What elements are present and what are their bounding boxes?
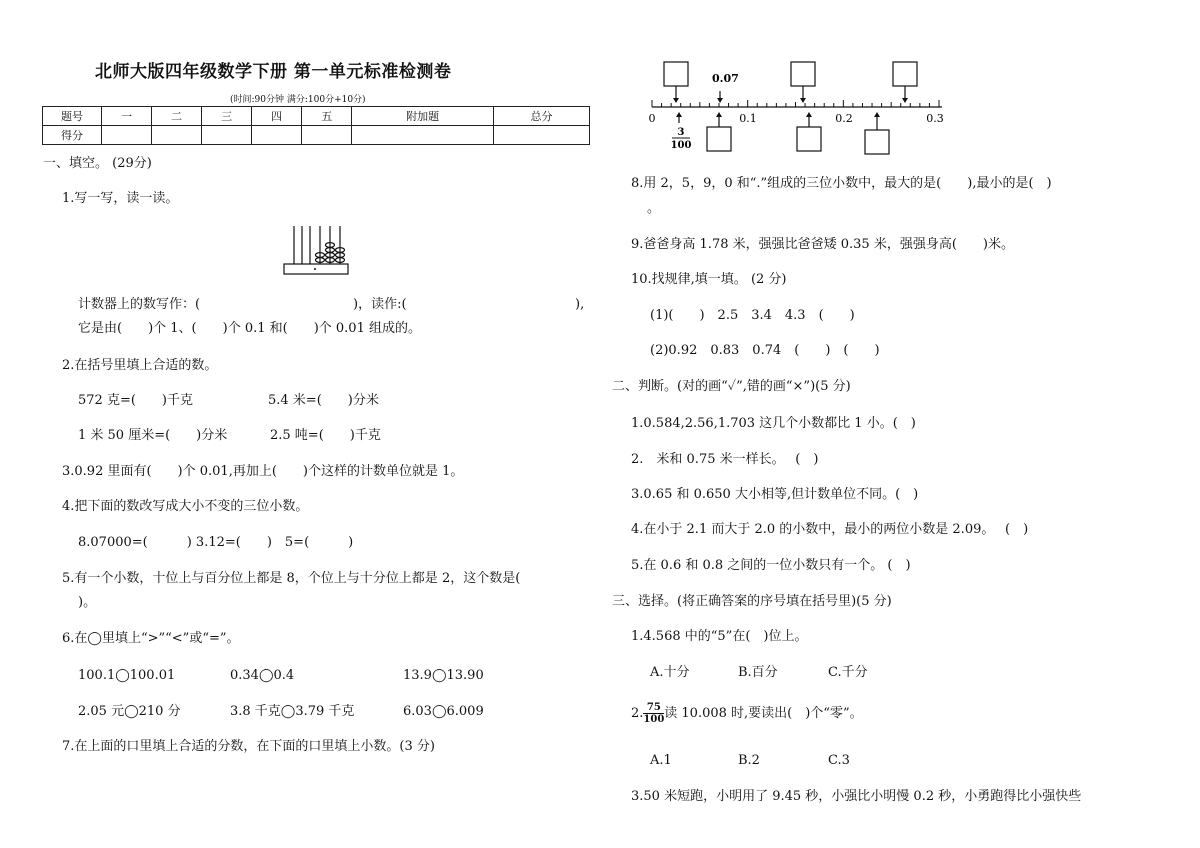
answer-box-bottom[interactable] xyxy=(865,130,889,154)
fraction-numerator: 75 xyxy=(643,702,664,714)
section-heading-choice: 三、选择。(将正确答案的序号填在括号里)(5 分) xyxy=(612,594,892,609)
question-2: 2.在括号里填上合适的数。 xyxy=(62,358,218,373)
choice-option[interactable]: B.2 xyxy=(738,753,760,768)
judge-item-1: 1.0.584,2.56,1.703 这几个小数都比 1 小。( ) xyxy=(631,416,916,431)
score-input-cell[interactable] xyxy=(302,126,352,145)
number-line-tick-label: 0.3 xyxy=(926,112,944,125)
question-2b: 5.4 米=( )分米 xyxy=(268,393,379,408)
question-4: 4.把下面的数改写成大小不变的三位小数。 xyxy=(62,499,309,514)
number-line-tick-label: 0.1 xyxy=(739,112,757,125)
score-cell: 得分 xyxy=(43,126,102,145)
number-line-label: 0.07 xyxy=(712,72,739,85)
question-4-items: 8.07000=( ) 3.12=( ) 5=( ) xyxy=(78,535,354,550)
score-input-cell[interactable] xyxy=(102,126,152,145)
abacus-figure xyxy=(280,224,352,276)
section-heading-fill: 一、填空。 (29分) xyxy=(43,156,152,171)
question-6-item: 6.03◯6.009 xyxy=(403,704,484,719)
question-1-line-1c: ), xyxy=(575,297,585,312)
score-input-cell[interactable] xyxy=(352,126,494,145)
question-6: 6.在◯里填上“>”“<”或“=”。 xyxy=(62,631,240,646)
question-1-line-1a: 计数器上的数写作：( xyxy=(78,297,201,312)
score-cell: 一 xyxy=(102,107,152,126)
question-6-item: 100.1◯100.01 xyxy=(78,668,176,683)
question-1: 1.写一写，读一读。 xyxy=(62,191,179,206)
score-cell: 附加题 xyxy=(352,107,494,126)
page-subtitle: (时间:90分钟 满分:100分+10分) xyxy=(230,95,366,105)
question-6-item: 13.9◯13.90 xyxy=(403,668,484,683)
score-input-cell[interactable] xyxy=(252,126,302,145)
question-6-item: 2.05 元◯210 分 xyxy=(78,704,181,719)
score-input-cell[interactable] xyxy=(152,126,202,145)
question-3: 3.0.92 里面有( )个 0.01,再加上( )个这样的计数单位就是 1。 xyxy=(62,464,464,479)
number-line-fraction-denominator: 100 xyxy=(670,140,692,151)
score-input-cell[interactable] xyxy=(494,126,590,145)
score-cell: 三 xyxy=(202,107,252,126)
choice-option[interactable]: C.3 xyxy=(828,753,850,768)
score-cell: 四 xyxy=(252,107,302,126)
score-table xyxy=(42,106,590,145)
choice-question-1: 1.4.568 中的“5”在( )位上。 xyxy=(631,629,808,644)
page-title: 北师大版四年级数学下册 第一单元标准检测卷 xyxy=(95,62,452,82)
choice-question-2-number: 2. xyxy=(631,706,644,721)
choice-question-3: 3.50 米短跑，小明用了 9.45 秒，小强比小明慢 0.2 秒，小勇跑得比小强快些 xyxy=(631,789,1082,804)
question-10-2: (2)0.92 0.83 0.74 ( ) ( ) xyxy=(650,343,880,358)
question-6-item: 3.8 千克◯3.79 千克 xyxy=(230,704,355,719)
choice-option[interactable]: C.千分 xyxy=(828,665,868,680)
number-line-figure xyxy=(630,55,960,160)
question-10: 10.找规律,填一填。 (2 分) xyxy=(631,272,787,287)
score-input-cell[interactable] xyxy=(202,126,252,145)
answer-box-bottom[interactable] xyxy=(797,127,821,151)
question-1-line-1b: )，读作:( xyxy=(353,297,407,312)
choice-question-2-text: 读 10.008 时,要读出( )个“零”。 xyxy=(664,706,863,721)
score-cell: 总分 xyxy=(494,107,590,126)
question-8-line-1: 8.用 2，5，9，0 和“.”组成的三位小数中，最大的是( ),最小的是( ) xyxy=(631,176,1052,191)
number-line-tick-label: 0.2 xyxy=(835,112,853,125)
question-1-line-2: 它是由( )个 1、( )个 0.1 和( )个 0.01 组成的。 xyxy=(78,321,421,336)
judge-item-4: 4.在小于 2.1 而大于 2.0 的小数中，最小的两位小数是 2.09。 ( ) xyxy=(631,522,1029,537)
number-line-tick-label: 0 xyxy=(648,112,656,125)
judge-item-5: 5.在 0.6 和 0.8 之间的一位小数只有一个。 ( ) xyxy=(631,558,911,573)
answer-box-bottom[interactable] xyxy=(707,127,731,151)
fraction xyxy=(643,702,664,725)
score-table-header-row xyxy=(43,107,590,126)
question-5-line-2: )。 xyxy=(78,595,97,610)
number-line-fraction-numerator: 3 xyxy=(677,127,685,138)
answer-box-top[interactable] xyxy=(893,62,917,86)
question-8-line-2: 。 xyxy=(647,201,661,216)
answer-box-top[interactable] xyxy=(791,62,815,86)
question-5-line-1: 5.有一个小数，十位上与百分位上都是 8，个位上与十分位上都是 2，这个数是( xyxy=(62,571,521,586)
section-heading-judge: 二、判断。(对的画“✓”,错的画“×”)(5 分) xyxy=(612,379,851,394)
score-cell: 二 xyxy=(152,107,202,126)
answer-box-top[interactable] xyxy=(664,62,688,86)
choice-option[interactable]: A.十分 xyxy=(650,665,690,680)
score-table-score-row xyxy=(43,126,590,145)
question-10-1: (1)( ) 2.5 3.4 4.3 ( ) xyxy=(650,308,855,323)
choice-option[interactable]: B.百分 xyxy=(738,665,778,680)
question-2d: 2.5 吨=( )千克 xyxy=(270,428,381,443)
fraction-denominator: 100 xyxy=(643,714,665,725)
score-cell: 五 xyxy=(302,107,352,126)
choice-option[interactable]: A.1 xyxy=(650,753,672,768)
choice-question-2 xyxy=(631,702,863,725)
judge-item-3: 3.0.65 和 0.650 大小相等,但计数单位不同。( ) xyxy=(631,487,919,502)
judge-item-2: 2. 米和 0.75 米一样长。 ( ) xyxy=(631,452,819,467)
question-6-item: 0.34◯0.4 xyxy=(230,668,295,683)
question-9: 9.爸爸身高 1.78 米，强强比爸爸矮 0.35 米，强强身高( )米。 xyxy=(631,237,1014,252)
question-2c: 1 米 50 厘米=( )分米 xyxy=(78,428,228,443)
question-2a: 572 克=( )千克 xyxy=(78,393,193,408)
score-cell: 题号 xyxy=(43,107,102,126)
question-7: 7.在上面的口里填上合适的分数，在下面的口里填上小数。(3 分) xyxy=(62,739,435,754)
